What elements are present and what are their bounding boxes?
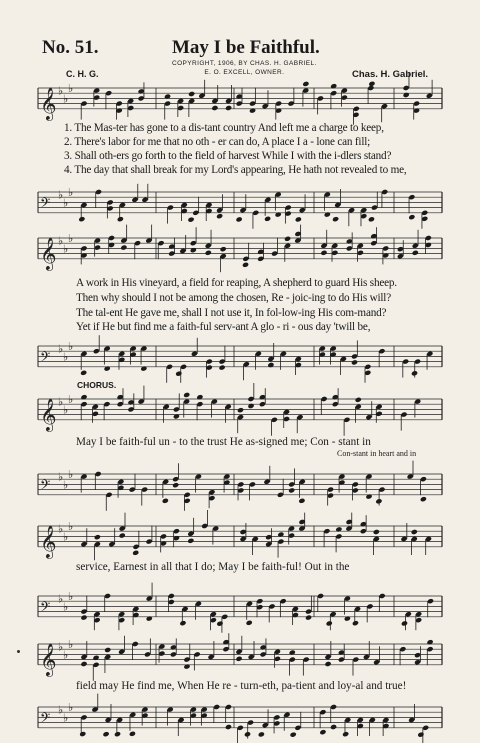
flat-icon: ♭ xyxy=(68,341,74,353)
bass-clef-icon: 𝄢 xyxy=(40,194,51,214)
flat-icon: ♭ xyxy=(58,593,64,606)
chorus-line-1-alt: Con-stant in heart and in xyxy=(337,449,417,458)
treble-staff-1 xyxy=(38,82,442,126)
flat-icon: ♭ xyxy=(63,93,69,106)
treble-staff-5 xyxy=(38,638,442,682)
flat-icon: ♭ xyxy=(68,233,74,245)
chorus-line-1: May I be faith-ful un - to the trust He as-signed me; Con - stant in xyxy=(76,436,371,448)
flat-icon: ♭ xyxy=(58,235,64,248)
flat-icon: ♭ xyxy=(63,649,69,662)
verse-1-line-2: A work in His vineyard, a field for reaping, A shepherd to guard His sheep. xyxy=(76,277,397,289)
treble-clef-icon: 𝄞 xyxy=(40,86,57,120)
flat-icon: ♭ xyxy=(68,702,74,714)
flat-icon: ♭ xyxy=(68,187,74,199)
flat-icon: ♭ xyxy=(58,189,64,202)
flat-icon: ♭ xyxy=(58,641,64,654)
flat-icon: ♭ xyxy=(58,85,64,98)
bass-clef-icon: 𝄢 xyxy=(40,598,51,618)
treble-staff-3 xyxy=(38,393,442,437)
flat-icon: ♭ xyxy=(63,243,69,256)
copyright-notice xyxy=(172,59,317,77)
flat-icon: ♭ xyxy=(68,521,74,533)
bass-staff-1 xyxy=(38,186,442,230)
treble-clef-icon: 𝄞 xyxy=(40,642,57,676)
flat-icon: ♭ xyxy=(68,394,74,406)
chorus-line-2: service, Earnest in all that I do; May I be faith-ful! Out in the xyxy=(76,561,350,573)
treble-clef-icon: 𝄞 xyxy=(40,524,57,558)
flat-icon: ♭ xyxy=(63,351,69,364)
lyricist-credit: C. H. G. xyxy=(66,69,99,79)
verse-4-line-1: 4. The day that shall break for my Lord's appearing, He hath not revealed to me, xyxy=(64,164,407,176)
bass-staff-2 xyxy=(38,340,442,384)
flat-icon: ♭ xyxy=(68,469,74,481)
composer-credit: Chas. H. Gabriel. xyxy=(352,69,429,80)
verse-2-line-2: Then why should I not be among the chosen, Re - joic-ing to do His will? xyxy=(76,292,391,304)
bass-staff-5 xyxy=(38,701,442,741)
copyright-line-2: E. O. EXCELL, OWNER. xyxy=(204,69,285,76)
bass-clef-icon: 𝄢 xyxy=(40,476,51,496)
verse-3-line-2: The tal-ent He gave me, shall I not use it, In fol-low-ing His com-mand? xyxy=(76,307,387,319)
flat-icon: ♭ xyxy=(58,343,64,356)
hymn-number: No. 51. xyxy=(42,37,99,58)
bass-staff-3 xyxy=(38,468,442,512)
flat-icon: ♭ xyxy=(63,601,69,614)
flat-icon: ♭ xyxy=(63,404,69,417)
flat-icon: ♭ xyxy=(68,591,74,603)
flat-icon: ♭ xyxy=(63,531,69,544)
margin-speck xyxy=(17,650,20,653)
flat-icon: ♭ xyxy=(63,712,69,725)
bass-clef-icon: 𝄢 xyxy=(40,709,51,729)
treble-clef-icon: 𝄞 xyxy=(40,397,57,431)
chorus-label: CHORUS. xyxy=(77,380,117,390)
flat-icon: ♭ xyxy=(63,479,69,492)
treble-staff-2 xyxy=(38,232,442,276)
flat-icon: ♭ xyxy=(58,396,64,409)
flat-icon: ♭ xyxy=(68,83,74,95)
verse-4-line-2: Yet if He but find me a faith-ful serv-ant A glo - ri - ous day 'twill be, xyxy=(76,321,371,333)
treble-staff-4 xyxy=(38,520,442,564)
treble-clef-icon: 𝄞 xyxy=(40,236,57,270)
flat-icon: ♭ xyxy=(58,704,64,717)
verse-2-line-1: 2. There's labor for me that no oth - er can do, A place I a - lone can fill; xyxy=(64,136,371,148)
flat-icon: ♭ xyxy=(58,523,64,536)
chorus-line-3: field may He find me, When He re - turn-eth, pa-tient and loy-al and true! xyxy=(76,680,407,692)
hymn-title: May I be Faithful. xyxy=(172,37,320,58)
flat-icon: ♭ xyxy=(63,197,69,210)
bass-clef-icon: 𝄢 xyxy=(40,348,51,368)
flat-icon: ♭ xyxy=(68,639,74,651)
flat-icon: ♭ xyxy=(58,471,64,484)
verse-3-line-1: 3. Shall oth-ers go forth to the field of harvest While I with the i-dlers stand? xyxy=(64,150,392,162)
copyright-line-1: COPYRIGHT, 1906, BY CHAS. H. GABRIEL. xyxy=(172,60,317,67)
verse-1-line-1: 1. The Mas-ter has gone to a dis-tant country And left me a charge to keep, xyxy=(64,122,384,134)
bass-staff-4 xyxy=(38,590,442,634)
